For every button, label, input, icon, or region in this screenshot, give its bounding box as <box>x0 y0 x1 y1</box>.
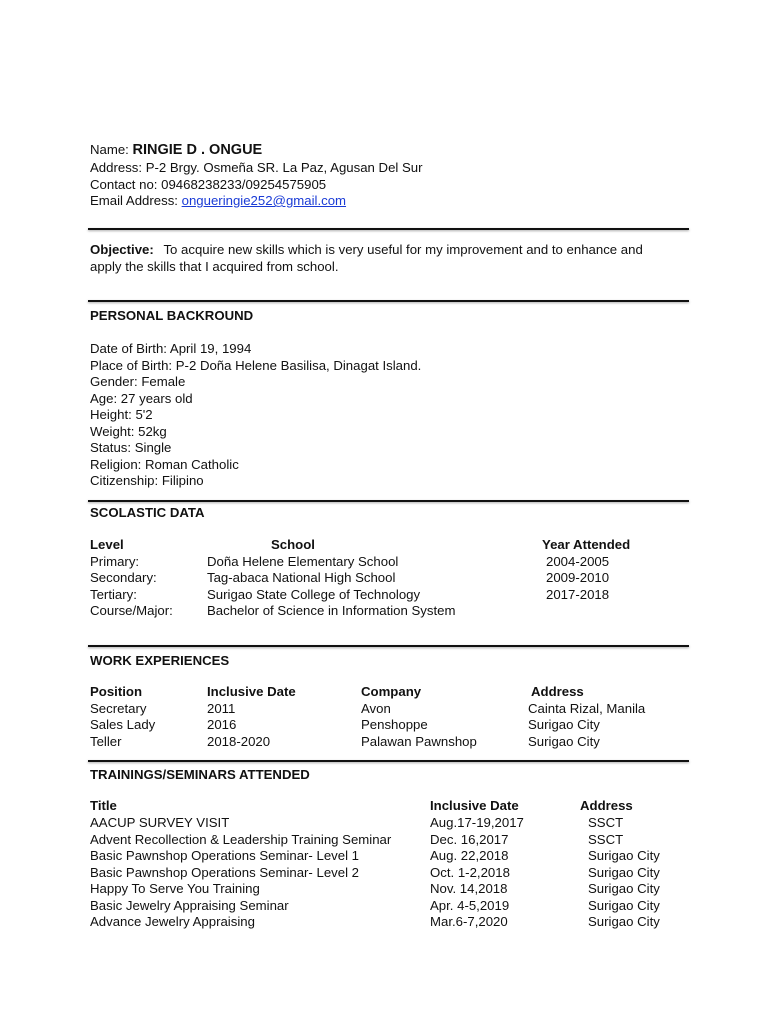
section-divider <box>88 500 689 502</box>
personal-detail-item: Citizenship: Filipino <box>90 473 204 488</box>
email-line <box>90 193 346 210</box>
scholastic-column-header: Level <box>90 537 124 552</box>
scholastic-level: Primary: <box>90 553 140 569</box>
name-label: Name: <box>90 142 129 157</box>
training-title: Advent Recollection & Leadership Training Seminar <box>90 831 392 847</box>
scholastic-column-header: School <box>271 537 315 552</box>
training-date: Oct. 1-2,2018 <box>430 864 510 880</box>
training-address: Surigao City <box>588 864 660 880</box>
training-title: AACUP SURVEY VISIT <box>90 815 230 830</box>
training-address: SSCT <box>588 815 624 830</box>
scholastic-level: Secondary: <box>90 570 157 585</box>
scholastic-level: Tertiary: <box>90 586 137 602</box>
email-label: Email Address: <box>90 193 178 208</box>
scholastic-school: Doña Helene Elementary School <box>207 553 399 569</box>
scholastic-school: Tag-abaca National High School <box>207 570 396 585</box>
objective-text-2: apply the skills that I acquired from school. <box>90 259 339 274</box>
work-column-header: Inclusive Date <box>207 684 296 699</box>
personal-detail-item: Date of Birth: April 19, 1994 <box>90 341 252 356</box>
email-link[interactable]: ongueringie252@gmail.com <box>181 193 347 208</box>
personal-detail-item: Status: Single <box>90 440 172 455</box>
personal-detail-item: Age: 27 years old <box>90 390 193 406</box>
contact-number-line: Contact no: 09468238233/09254575905 <box>90 177 327 192</box>
scholastic-heading: SCOLASTIC DATA <box>90 505 205 520</box>
work-date: 2018-2020 <box>207 733 271 749</box>
training-title: Advance Jewelry Appraising <box>90 914 255 929</box>
work-position: Sales Lady <box>90 717 156 732</box>
training-column-header: Address <box>580 798 633 813</box>
training-date: Nov. 14,2018 <box>430 881 508 896</box>
work-position: Teller <box>90 733 122 749</box>
personal-detail-item: Religion: Roman Catholic <box>90 456 239 472</box>
work-address: Surigao City <box>528 733 600 749</box>
applicant-name: RINGIE D . ONGUE <box>132 142 263 158</box>
personal-detail-item: Weight: 52kg <box>90 423 167 439</box>
personal-detail-item: Gender: Female <box>90 374 186 389</box>
training-title: Basic Jewelry Appraising Seminar <box>90 897 289 913</box>
scholastic-year: 2017-2018 <box>546 586 610 602</box>
training-title: Basic Pawnshop Operations Seminar- Level 1 <box>90 848 360 863</box>
trainings-heading: TRAININGS/SEMINARS ATTENDED <box>90 767 310 782</box>
training-date: Aug.17-19,2017 <box>430 815 524 830</box>
training-date: Dec. 16,2017 <box>430 831 509 847</box>
objective-label: Objective: <box>90 242 154 257</box>
personal-detail-item: Place of Birth: P-2 Doña Helene Basilisa, Dinagat Island. <box>90 357 422 373</box>
work-company: Penshoppe <box>361 717 428 732</box>
work-company: Palawan Pawnshop <box>361 733 477 749</box>
personal-heading: PERSONAL BACKROUND <box>90 308 254 323</box>
training-title: Happy To Serve You Training <box>90 881 260 896</box>
work-column-header: Position <box>90 684 143 699</box>
objective-line-1 <box>90 242 643 259</box>
work-address: Cainta Rizal, Manila <box>528 700 646 716</box>
objective-text-1: To acquire new skills which is very useful for my improvement and to enhance and <box>163 242 643 257</box>
address-line: Address: P-2 Brgy. Osmeña SR. La Paz, Agusan Del Sur <box>90 160 423 175</box>
training-column-header: Title <box>90 798 117 813</box>
scholastic-year: 2009-2010 <box>546 570 610 585</box>
work-heading: WORK EXPERIENCES <box>90 653 230 668</box>
section-divider <box>88 300 689 302</box>
training-address: Surigao City <box>588 881 660 896</box>
personal-detail-item: Height: 5'2 <box>90 407 153 422</box>
section-divider <box>88 760 689 762</box>
scholastic-school: Surigao State College of Technology <box>207 586 421 602</box>
training-date: Mar.6-7,2020 <box>430 914 508 929</box>
training-address: SSCT <box>588 831 624 847</box>
scholastic-year: 2004-2005 <box>546 553 610 569</box>
section-divider <box>88 228 689 230</box>
scholastic-school: Bachelor of Science in Information System <box>207 603 456 618</box>
name-line <box>90 142 262 159</box>
training-date: Apr. 4-5,2019 <box>430 897 510 913</box>
training-address: Surigao City <box>588 897 660 913</box>
work-date: 2011 <box>207 700 236 716</box>
training-date: Aug. 22,2018 <box>430 848 509 863</box>
work-column-header: Address <box>531 684 584 699</box>
scholastic-level: Course/Major: <box>90 603 173 618</box>
work-date: 2016 <box>207 717 237 732</box>
work-address: Surigao City <box>528 717 600 732</box>
work-company: Avon <box>361 700 391 716</box>
scholastic-column-header: Year Attended <box>542 537 631 552</box>
training-column-header: Inclusive Date <box>430 798 519 813</box>
work-position: Secretary <box>90 700 147 716</box>
training-address: Surigao City <box>588 848 660 863</box>
section-divider <box>88 645 689 647</box>
work-column-header: Company <box>361 684 422 699</box>
training-title: Basic Pawnshop Operations Seminar- Level 2 <box>90 864 360 880</box>
training-address: Surigao City <box>588 914 660 929</box>
